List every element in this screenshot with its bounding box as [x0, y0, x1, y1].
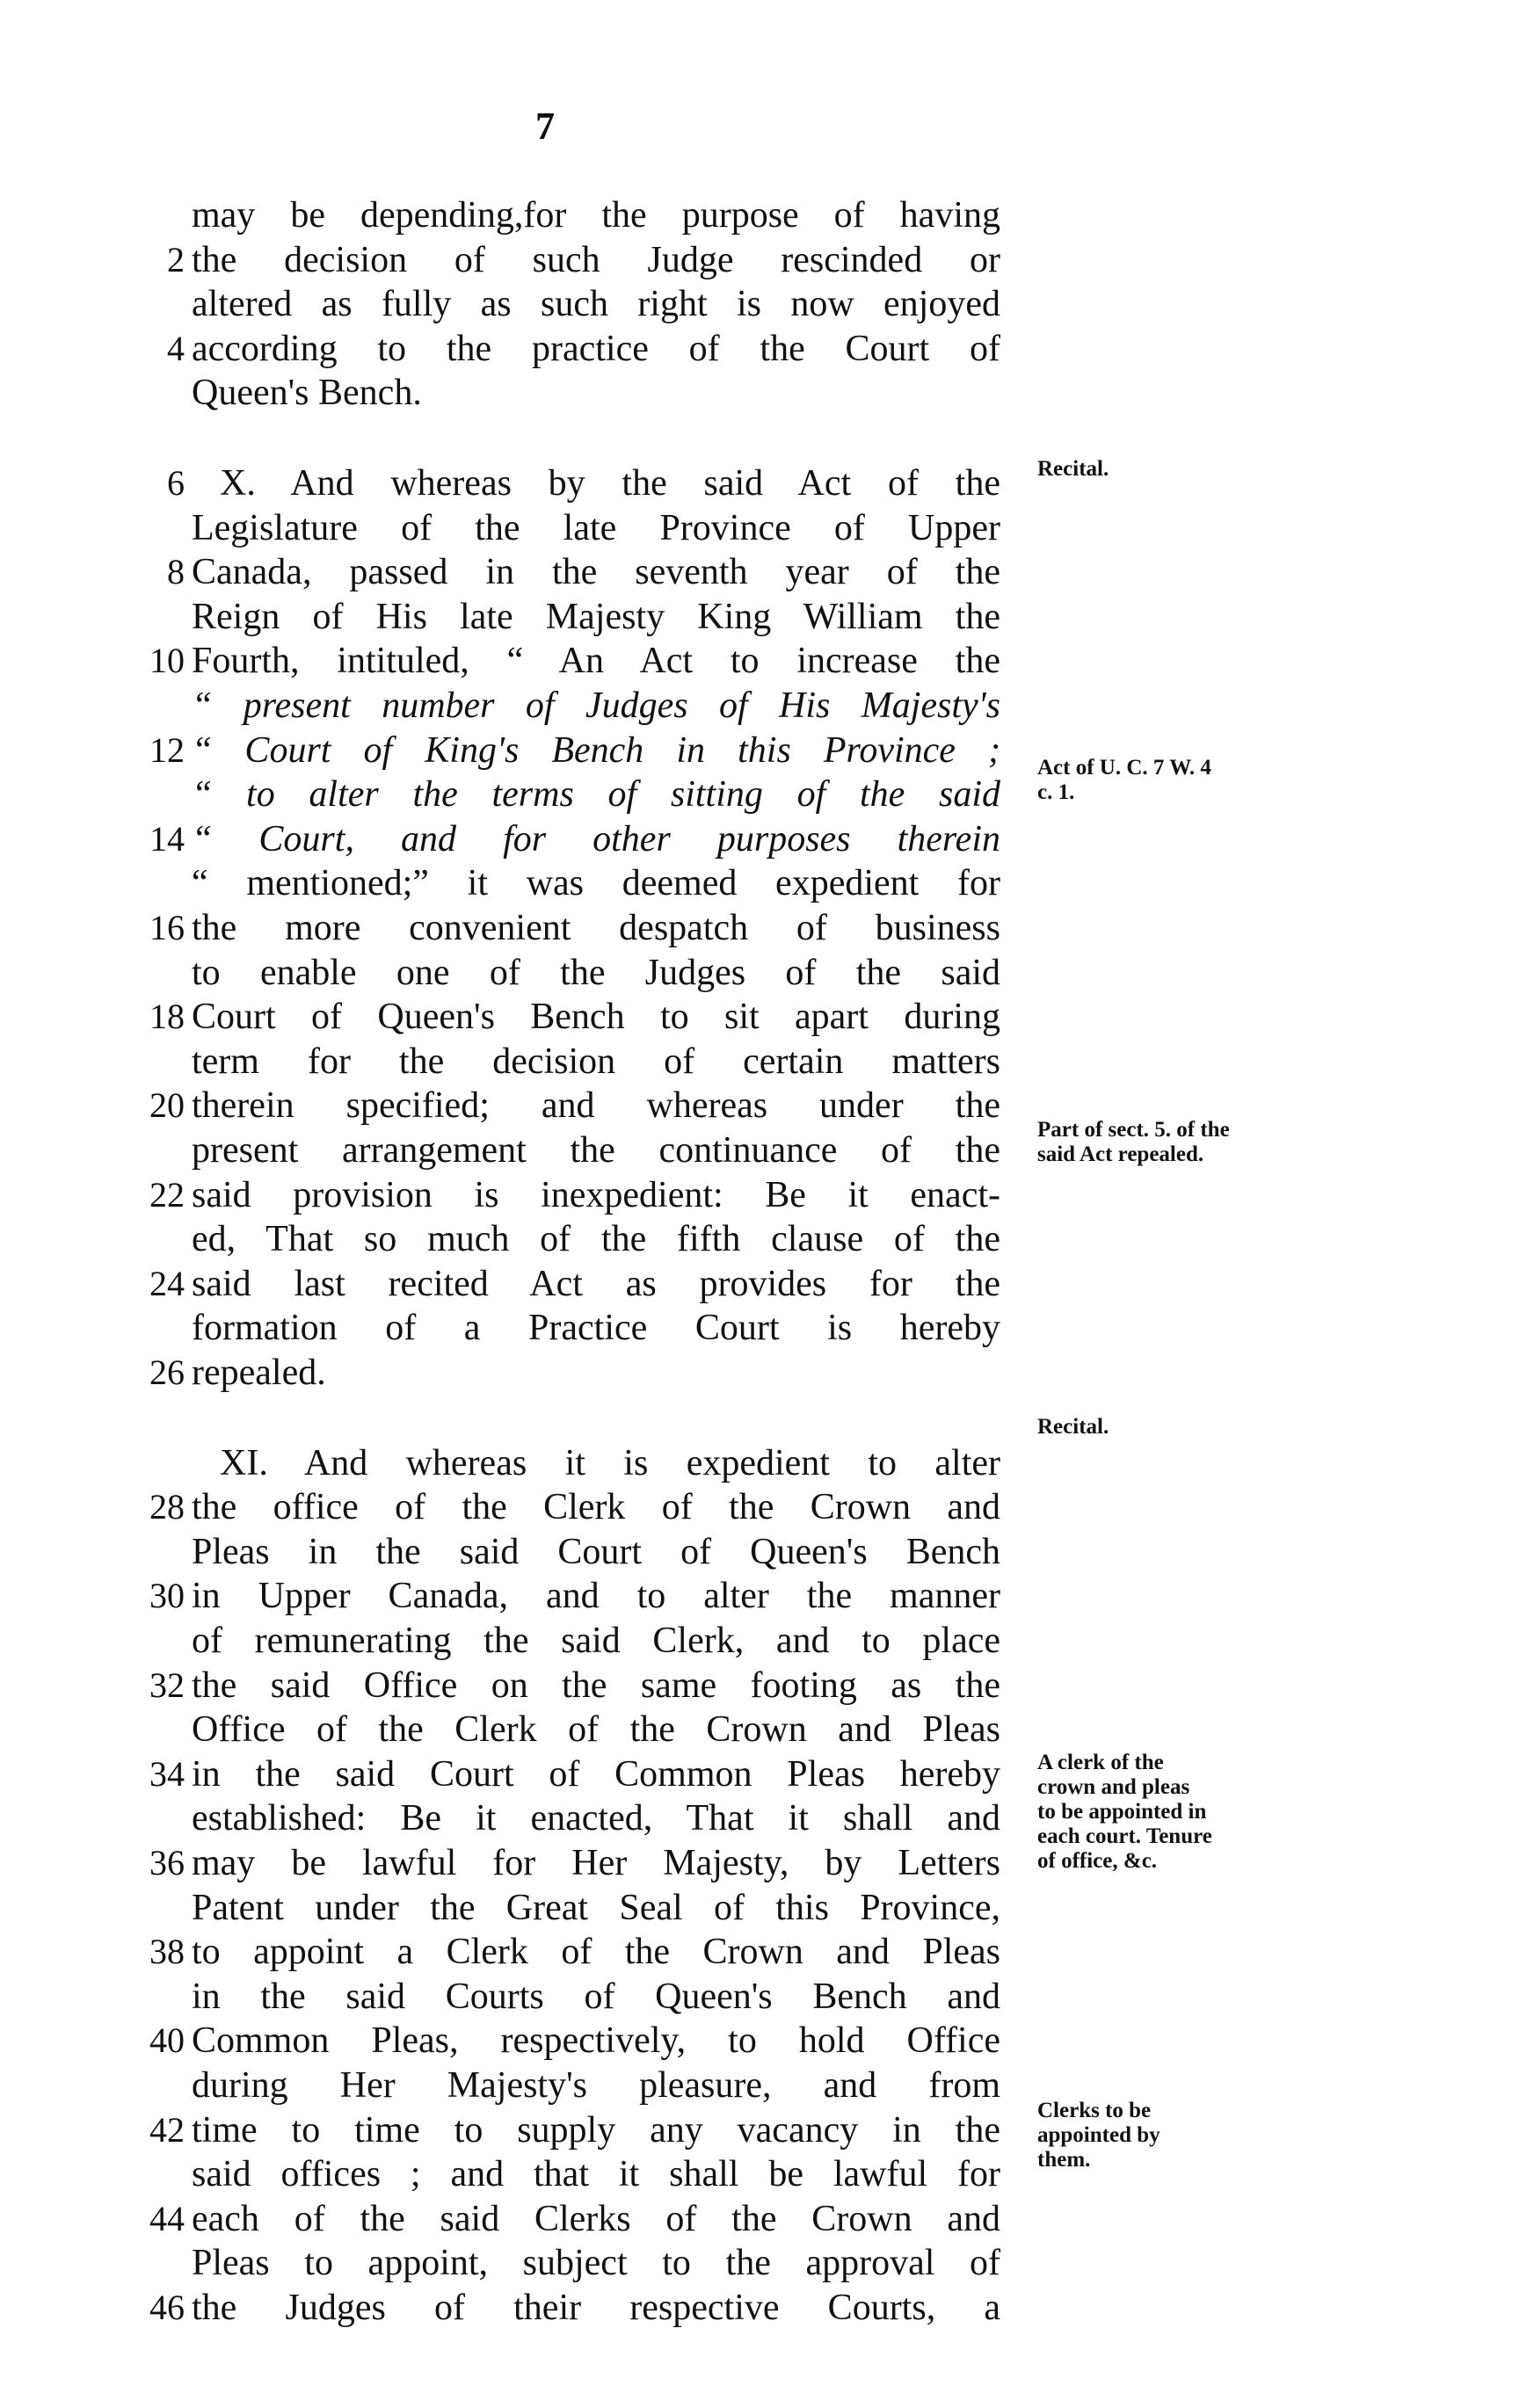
line-number: 40 — [149, 2020, 185, 2061]
line-text: therein specified; and whereas under the — [192, 1085, 1000, 1127]
line-text: ed, That so much of the fifth clause of the — [192, 1219, 1000, 1260]
text-line — [0, 772, 1020, 816]
text-line — [0, 1752, 1020, 1796]
text-line — [0, 1530, 1020, 1574]
text-line — [0, 1084, 1020, 1128]
text-line — [0, 2019, 1020, 2063]
line-text: X. And whereas by the said Act of the — [220, 463, 1000, 504]
line-text: said last recited Act as provides for the — [192, 1263, 1000, 1304]
line-number: 18 — [149, 997, 185, 1037]
text-line — [0, 995, 1020, 1039]
line-text: in Upper Canada, and to alter the manner — [192, 1576, 1000, 1617]
line-text: Canada, passed in the seventh year of the — [192, 552, 1000, 593]
line-text: Office of the Clerk of the Crown and Pleas — [192, 1709, 1000, 1751]
line-text: Common Pleas, respectively, to hold Office — [192, 2020, 1000, 2062]
text-line — [0, 1485, 1020, 1529]
line-text: XI. And whereas it is expedient to alter — [220, 1442, 1000, 1483]
line-text: Queen's Bench. — [192, 373, 422, 414]
line-text: “ present number of Judges of His Majesty's — [192, 685, 1000, 726]
line-text: in the said Court of Common Pleas hereby — [192, 1753, 1000, 1795]
text-line — [0, 1351, 1020, 1395]
text-line — [0, 371, 1020, 415]
margin-note-act-reference: Act of U. C. 7 W. 4 c. 1. — [1037, 756, 1211, 804]
line-text: of remunerating the said Clerk, and to place — [192, 1621, 1000, 1661]
margin-note-clerk-appointment: A clerk of the crown and pleas to be appointed in each court. Tenure of office, &c. — [1037, 1751, 1212, 1873]
line-number: 30 — [149, 1576, 185, 1616]
line-number: 46 — [149, 2288, 185, 2327]
line-number: 2 — [167, 239, 185, 279]
text-line — [0, 906, 1020, 950]
line-text: established: Be it enacted, That it shall and — [192, 1798, 1000, 1839]
line-text: may be depending,for the purpose of having — [192, 195, 1000, 236]
line-number: 14 — [149, 818, 185, 859]
text-line — [0, 2063, 1020, 2107]
text-line — [0, 506, 1020, 550]
text-line — [0, 684, 1020, 728]
line-number: 34 — [149, 1753, 185, 1794]
line-text: said provision is inexpedient: Be it enact- — [192, 1174, 1000, 1215]
text-line — [0, 639, 1020, 683]
text-line — [0, 1217, 1020, 1261]
text-line — [0, 1262, 1020, 1306]
text-line — [0, 1796, 1020, 1840]
line-number: 16 — [149, 908, 185, 947]
line-text: altered as fully as such right is now enjoyed — [192, 284, 1000, 325]
line-text: according to the practice of the Court of — [192, 328, 1000, 369]
line-text: to enable one of the Judges of the said — [192, 952, 1000, 993]
line-number: 6 — [167, 463, 185, 503]
text-line — [0, 2108, 1020, 2152]
line-text: may be lawful for Her Majesty, by Letters — [192, 1843, 1000, 1883]
line-text: time to time to supply any vacancy in the — [192, 2109, 1000, 2151]
text-line — [0, 238, 1020, 282]
text-line — [0, 2152, 1020, 2196]
line-number: 38 — [149, 1932, 185, 1972]
text-line — [0, 327, 1020, 371]
text-line — [0, 2286, 1020, 2330]
line-text: each of the said Clerks of the Crown and — [192, 2198, 1000, 2239]
text-line — [0, 951, 1020, 995]
line-text: in the said Courts of Queen's Bench and — [192, 1976, 1000, 2017]
text-line — [0, 1886, 1020, 1930]
line-text: Pleas to appoint, subject to the approval of — [192, 2243, 1000, 2284]
text-line — [0, 1306, 1020, 1350]
text-line — [0, 1173, 1020, 1217]
text-line — [0, 1040, 1020, 1084]
line-number: 26 — [149, 1353, 185, 1392]
line-text: the said Office on the same footing as the — [192, 1665, 1000, 1706]
line-text: Reign of His late Majesty King William the — [192, 596, 1000, 637]
line-text: “ mentioned;” it was deemed expedient for — [192, 863, 1000, 904]
line-text: Fourth, intituled, “ An Act to increase the — [192, 641, 1000, 682]
line-number: 28 — [149, 1487, 185, 1527]
line-number: 20 — [149, 1085, 185, 1126]
text-line — [0, 1975, 1020, 2019]
line-text: present arrangement the continuance of the — [192, 1130, 1000, 1171]
line-number: 32 — [149, 1665, 185, 1705]
line-text: term for the decision of certain matters — [192, 1041, 1000, 1082]
text-line — [0, 817, 1020, 861]
margin-note-clerks-appointed: Clerks to be appointed by them. — [1037, 2099, 1160, 2172]
line-number: 10 — [149, 641, 185, 681]
margin-note-recital-xi: Recital. — [1037, 1415, 1109, 1439]
text-line — [0, 461, 1020, 505]
line-number: 44 — [149, 2198, 185, 2238]
text-line — [0, 1664, 1020, 1708]
line-text: Patent under the Great Seal of this Province, — [192, 1887, 1000, 1928]
text-line — [0, 729, 1020, 772]
text-line — [0, 1930, 1020, 1974]
margin-note-recital-x: Recital. — [1037, 457, 1109, 481]
text-line — [0, 1441, 1020, 1485]
line-text: the Judges of their respective Courts, a — [192, 2288, 1000, 2328]
line-text: “ to alter the terms of sitting of the said — [192, 774, 1000, 816]
line-number: 42 — [149, 2109, 185, 2150]
text-line — [0, 550, 1020, 594]
text-line — [0, 1619, 1020, 1663]
line-text: Court of Queen's Bench to sit apart during — [192, 997, 1000, 1038]
margin-note-part-repealed: Part of sect. 5. of the said Act repealed. — [1037, 1118, 1230, 1166]
line-number: 12 — [149, 729, 185, 770]
line-text: during Her Majesty's pleasure, and from — [192, 2065, 1000, 2106]
text-line — [0, 1128, 1020, 1172]
line-text: Pleas in the said Court of Queen's Bench — [192, 1531, 1000, 1572]
line-number: 8 — [167, 552, 185, 592]
line-number: 4 — [167, 328, 185, 368]
line-text: “ Court of King's Bench in this Province ; — [192, 729, 1000, 771]
line-text: repealed. — [192, 1353, 326, 1393]
text-line — [0, 282, 1020, 326]
line-text: Legislature of the late Province of Upper — [192, 507, 1000, 548]
line-text: formation of a Practice Court is hereby — [192, 1308, 1000, 1349]
text-line — [0, 2241, 1020, 2285]
text-line — [0, 2197, 1020, 2241]
line-text: the more convenient despatch of business — [192, 908, 1000, 948]
line-number: 24 — [149, 1263, 185, 1303]
text-line — [0, 595, 1020, 639]
text-line — [0, 193, 1020, 237]
line-text: the office of the Clerk of the Crown and — [192, 1487, 1000, 1528]
text-line — [0, 1841, 1020, 1885]
line-text: the decision of such Judge rescinded or — [192, 239, 1000, 280]
line-number: 22 — [149, 1174, 185, 1215]
text-line — [0, 861, 1020, 905]
text-line — [0, 1574, 1020, 1618]
page-number: 7 — [535, 105, 555, 148]
line-text: said offices ; and that it shall be lawful for — [192, 2154, 1000, 2195]
text-line — [0, 1708, 1020, 1752]
line-text: to appoint a Clerk of the Crown and Pleas — [192, 1932, 1000, 1973]
line-number: 36 — [149, 1843, 185, 1882]
line-text: “ Court, and for other purposes therein — [192, 818, 1000, 859]
